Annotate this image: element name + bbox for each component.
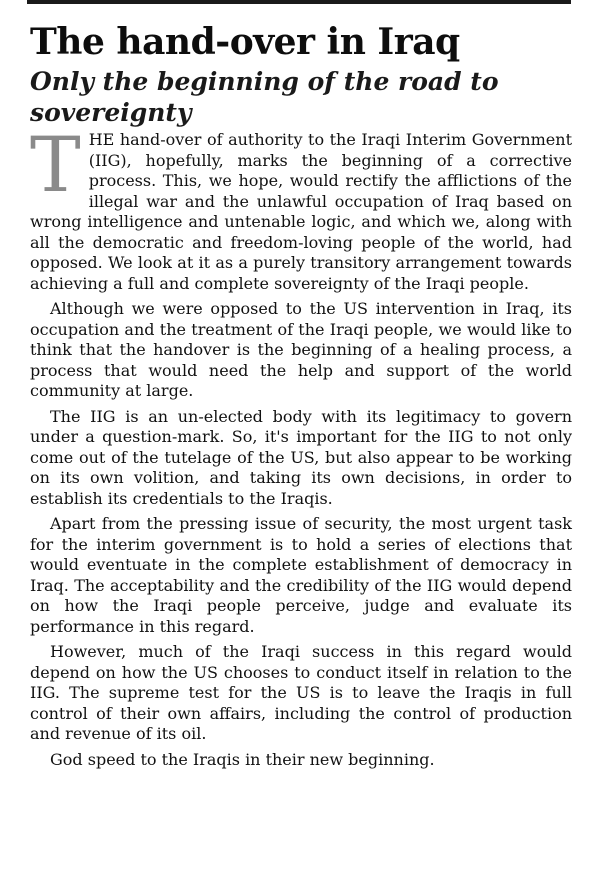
paragraph-1: [30, 120, 572, 294]
paragraph-2: Although we were opposed to the US intervention in Iraq, its occupation and the treatment of the Iraqi people, we would like to think that the handover is the beginning of a healing process, a process that would need the help and support of the world community at large.: [30, 299, 572, 400]
drop-cap: T: [30, 120, 81, 209]
article-body: [30, 120, 572, 770]
paragraph-1-text: HE hand-over of authority to the Iraqi Interim Government (IIG), hopefully, marks the beginning of a corrective process. This, we hope, would rectify the afflictions of the illegal war and the unlawful occupation of Iraq based on wrong intelligence and untenable logic, and which we, along with all the democratic and freedom-loving people of the world, had opposed. We look at it as a purely transitory arrangement towards achieving a full and complete sovereignty of the Iraqi people.: [30, 130, 572, 293]
headline: The hand-over in Iraq: [30, 21, 460, 63]
paragraph-6: God speed to the Iraqis in their new beginning.: [50, 749, 435, 769]
paragraph-5: However, much of the Iraqi success in this regard would depend on how the US chooses to conduct itself in relation to the IIG. The supreme test for the US is to leave the Iraqis in full control of their own affairs, including the control of production and revenue of its oil.: [30, 642, 572, 743]
standfirst: Only the beginning of the road to sovereignty: [30, 67, 499, 127]
paragraph-3: The IIG is an un-elected body with its legitimacy to govern under a question-mark. So, it's important for the IIG to not only come out of the tutelage of the US, but also appear to be working on its own volition, and taking its own decisions, in order to establish its credentials to the Iraqis.: [30, 406, 572, 508]
top-rule: [27, 0, 571, 4]
editorial-article: [30, 20, 572, 775]
paragraph-4: Apart from the pressing issue of security, the most urgent task for the interim government is to hold a series of elections that would eventuate in the complete establishment of democracy in Iraq. The acceptability and the credibility of the IIG would depend on how the Iraqi people perceive, judge and evaluate its performance in this regard.: [30, 514, 572, 636]
